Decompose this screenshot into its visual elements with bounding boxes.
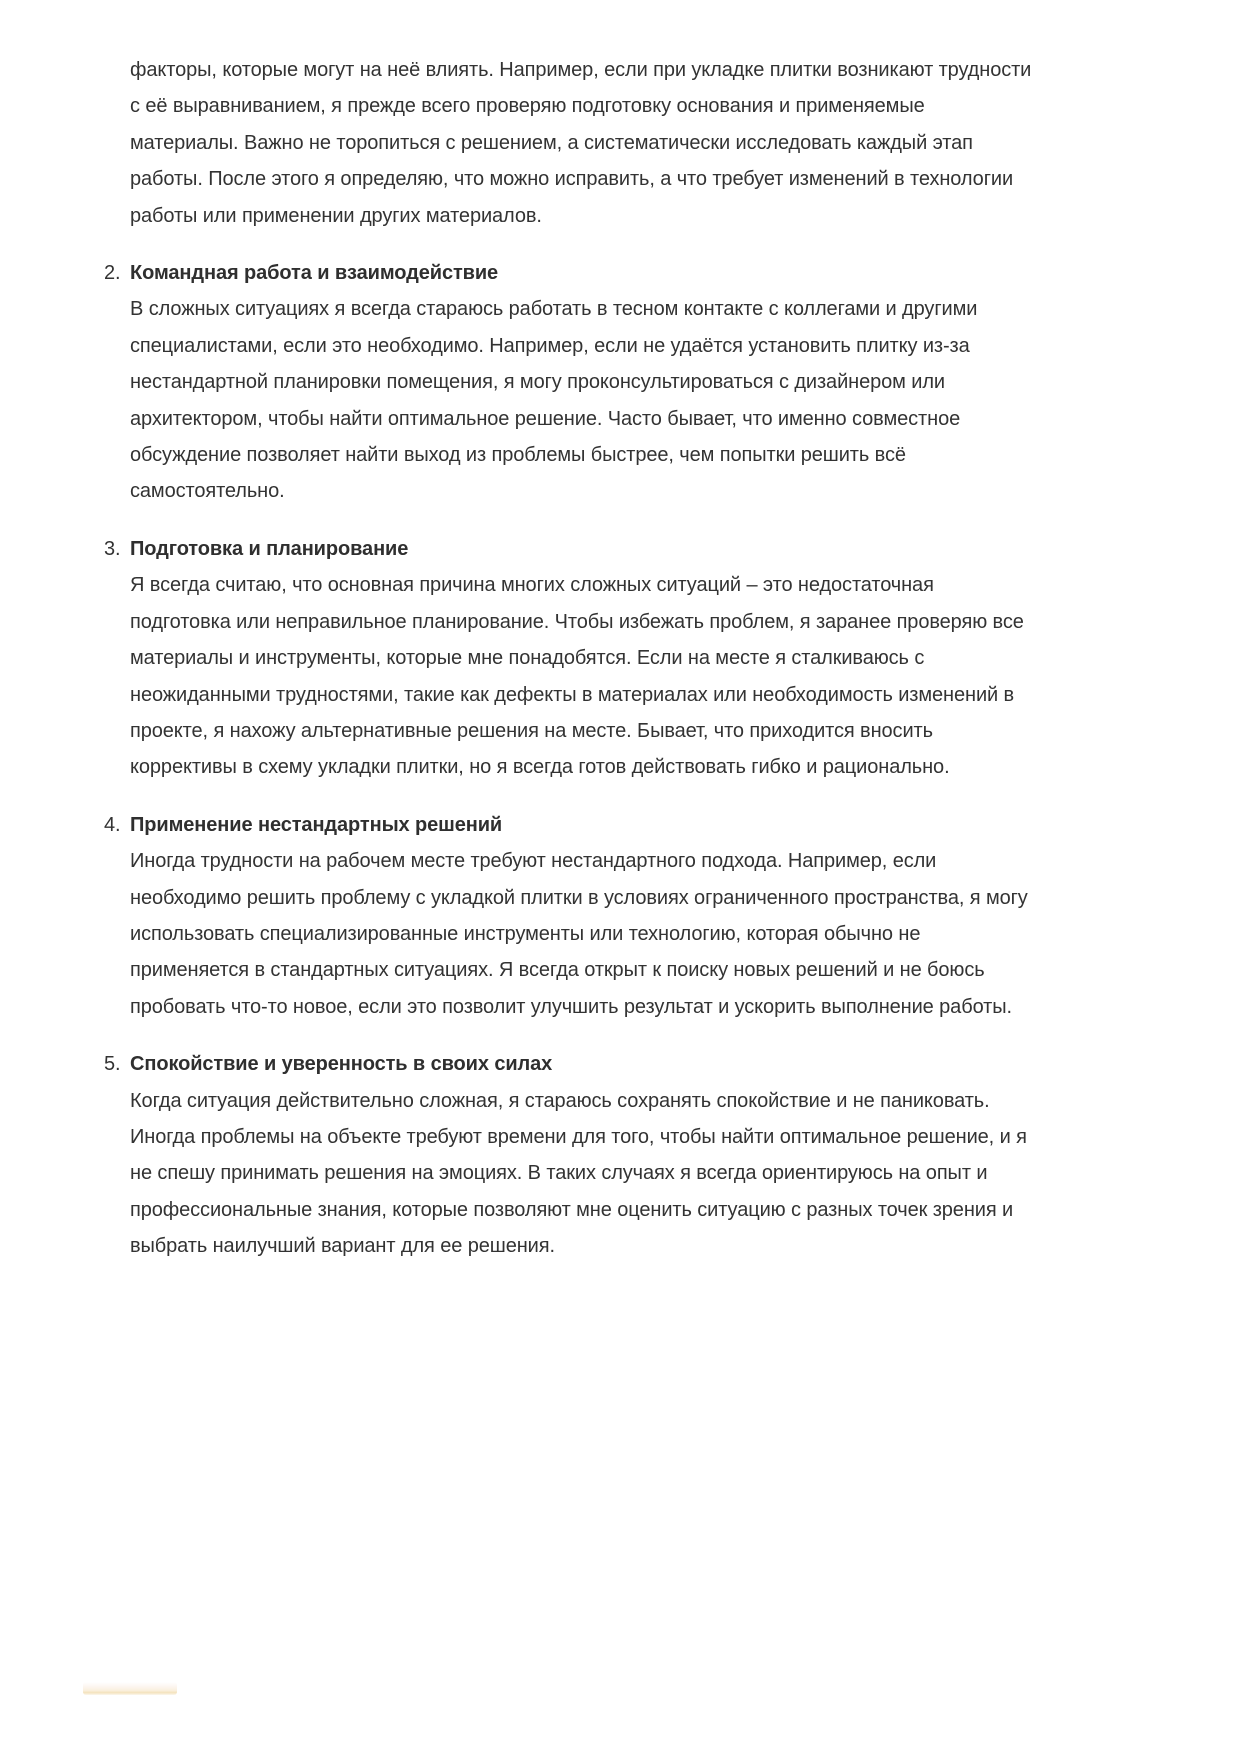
list-item [104,255,1035,510]
list-item-number: 5. [104,1053,121,1076]
list-item-body: Иногда трудности на рабочем месте требуют нестандартного подхода. Например, если необходимо решить проблему с укладкой плитки в условиях ограниченного пространства, я могу использовать специализированные инструменты или технологию, которая обычно не применяется в стандартных ситуациях. Я всегда открыт к поиску новых решений и не боюсь пробовать что-то новое, если это позволит улучшить результат и ускорить выполнение работы. [130,850,1028,1018]
list-item-number: 4. [104,813,121,836]
list-item-number: 3. [104,537,121,560]
list-item-body: Когда ситуация действительно сложная, я стараюсь сохранять спокойствие и не паниковать. Иногда проблемы на объекте требуют времени для того, чтобы найти оптимальное решение, и я не спешу принимать решения на эмоциях. В таких случаях я всегда ориентируюсь на опыт и профессиональные знания, которые позволяют мне оценить ситуацию с разных точек зрения и выбрать наилучший вариант для ее решения. [130,1089,1027,1258]
list-item-heading: Командная работа и взаимодействие [130,262,499,285]
highlight-smudge-artifact [83,1682,177,1695]
list-item-body: Я всегда считаю, что основная причина многих сложных ситуаций – это недостаточная подготовка или неправильное планирование. Чтобы избежать проблем, я заранее проверяю все материалы и инструменты, которые мне понадобятся. Если на месте я сталкиваюсь с неожиданными трудностями, такие как дефекты в материалах или необходимость изменений в проекте, я нахожу альтернативные решения на месте. Бывает, что приходится вносить коррективы в схему укладки плитки, но я всегда готов действовать гибко и рационально. [130,574,1024,779]
intro-paragraph: факторы, которые могут на неё влиять. Например, если при укладке плитки возникают трудности с её выравниванием, я прежде всего проверяю подготовку основания и применяемые материалы. Важно не торопиться с решением, а систематически исследовать каждый этап работы. После этого я определяю, что можно исправить, а что требует изменений в технологии работы или применении других материалов. [130,59,1032,227]
list-item-heading: Подготовка и планирование [130,537,409,560]
document-content [104,52,1035,1265]
list-item [104,531,1035,786]
list-item-heading: Спокойствие и уверенность в своих силах [130,1053,553,1076]
list-item-body: В сложных ситуациях я всегда стараюсь работать в тесном контакте с коллегами и другими специалистами, если это необходимо. Например, если не удаётся установить плитку из-за нестандартной планировки помещения, я могу проконсультироваться с дизайнером или архитектором, чтобы найти оптимальное решение. Часто бывает, что именно совместное обсуждение позволяет найти выход из проблемы быстрее, чем попытки решить всё самостоятельно. [130,298,978,503]
numbered-list [104,255,1035,1265]
list-item-number: 2. [104,262,121,285]
list-item-heading: Применение нестандартных решений [130,813,503,836]
list-item [104,807,1035,1025]
list-item [104,1046,1035,1264]
